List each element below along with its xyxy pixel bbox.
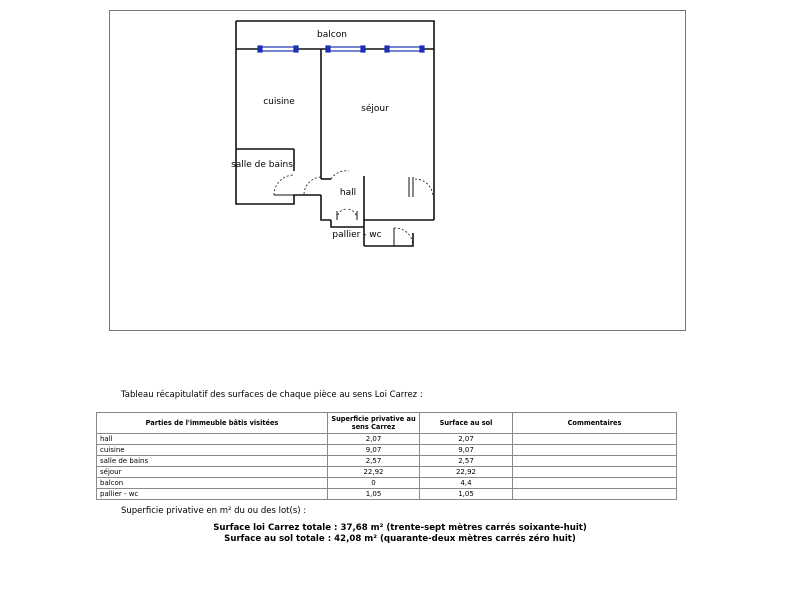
floor-plan-frame (109, 10, 686, 331)
cell-carrez: 0 (328, 478, 420, 489)
cell-sol: 2,57 (420, 456, 513, 467)
cell-sol: 4,4 (420, 478, 513, 489)
total-sol: Surface au sol totale : 42,08 m² (quarante-deux mètres carrés zéro huit) (224, 534, 576, 544)
header-carrez: Superficie privative au sens Carrez (328, 413, 420, 434)
room-label-cuisine: cuisine (263, 97, 295, 107)
cell-room: hall (97, 434, 328, 445)
table-row (97, 445, 677, 456)
table-row (97, 478, 677, 489)
cell-sol: 9,07 (420, 445, 513, 456)
header-part: Parties de l'immeuble bâtis visitées (97, 413, 328, 434)
cell-carrez: 1,05 (328, 489, 420, 500)
room-label-balcon: balcon (317, 30, 347, 40)
room-label-pallier-wc: pallier - wc (332, 230, 382, 240)
cell-room: séjour (97, 467, 328, 478)
table-row (97, 434, 677, 445)
header-comments: Commentaires (513, 413, 677, 434)
cell-sol: 1,05 (420, 489, 513, 500)
cell-comment (513, 445, 677, 456)
floor-plan (110, 11, 687, 332)
surfaces-table (96, 412, 677, 500)
room-label-salle-de-bains: salle de bains (231, 160, 293, 170)
cell-comment (513, 467, 677, 478)
cell-comment (513, 434, 677, 445)
table-row (97, 489, 677, 500)
cell-sol: 2,07 (420, 434, 513, 445)
cell-carrez: 2,57 (328, 456, 420, 467)
table-row (97, 456, 677, 467)
cell-room: balcon (97, 478, 328, 489)
windows (258, 46, 424, 52)
landing-wall (331, 220, 364, 227)
cell-carrez: 9,07 (328, 445, 420, 456)
room-label-hall: hall (339, 188, 357, 198)
total-carrez: Surface loi Carrez totale : 37,68 m² (trente-sept mètres carrés soixante-huit) (213, 523, 587, 533)
room-label-sejour: séjour (361, 104, 389, 114)
hall-left-wall (321, 195, 331, 220)
cell-sol: 22,92 (420, 467, 513, 478)
header-sol: Surface au sol (420, 413, 513, 434)
table-row (97, 467, 677, 478)
cell-room: pallier - wc (97, 489, 328, 500)
cell-comment (513, 456, 677, 467)
private-surface-label: Superficie privative en m² du ou des lot(s) : (121, 506, 307, 516)
cell-carrez: 2,07 (328, 434, 420, 445)
table-intro: Tableau récapitulatif des surfaces de chaque pièce au sens Loi Carrez : (121, 390, 423, 400)
table-header-row (97, 413, 677, 434)
cell-room: salle de bains (97, 456, 328, 467)
cell-comment (513, 489, 677, 500)
cell-room: cuisine (97, 445, 328, 456)
cell-comment (513, 478, 677, 489)
cell-carrez: 22,92 (328, 467, 420, 478)
